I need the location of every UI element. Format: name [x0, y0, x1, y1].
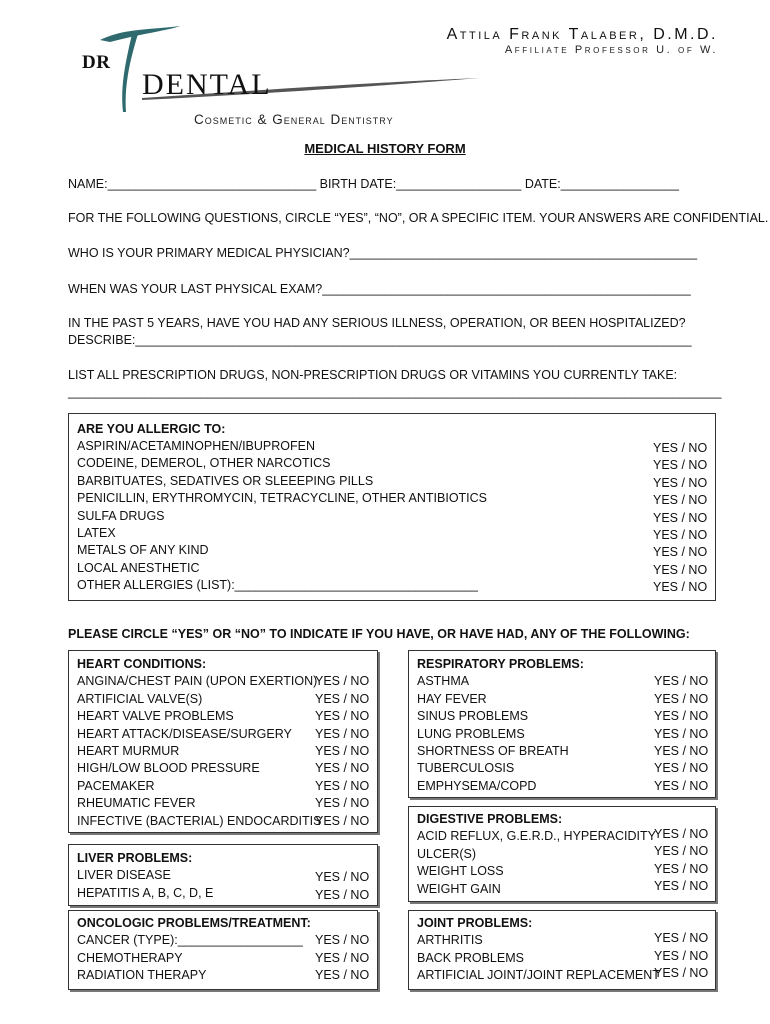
practice-logo — [80, 20, 500, 127]
respiratory-item: ASTHMA — [417, 674, 470, 689]
yes-no-choice[interactable]: YES / NO — [654, 966, 709, 981]
oncologic-item: CHEMOTHERAPY — [77, 950, 183, 965]
yes-no-choice[interactable]: YES / NO — [653, 545, 708, 560]
yes-no-choice[interactable]: YES / NO — [653, 441, 708, 455]
yes-no-choice[interactable]: YES / NO — [315, 887, 370, 902]
respiratory-header: RESPIRATORY PROBLEMS: — [417, 657, 584, 671]
yes-no-choice[interactable]: YES / NO — [653, 475, 708, 490]
last-physical-exam-field[interactable]: WHEN WAS YOUR LAST PHYSICAL EXAM?_____________________________________________________ — [68, 282, 691, 296]
yes-no-choice[interactable]: YES / NO — [315, 796, 370, 811]
heart-item: HEART MURMUR — [77, 744, 180, 758]
liver-item: HEPATITIS A, B, C, D, E — [77, 885, 214, 900]
yes-no-choice[interactable]: YES / NO — [653, 562, 708, 577]
respiratory-item: TUBERCULOSIS — [417, 761, 515, 776]
drugs-question: LIST ALL PRESCRIPTION DRUGS, NON-PRESCRIPTION DRUGS OR VITAMINS YOU CURRENTLY TAKE: — [68, 368, 678, 382]
liver-problems-box — [68, 844, 378, 906]
joint-header: JOINT PROBLEMS: — [417, 916, 533, 930]
yes-no-choice[interactable]: YES / NO — [315, 691, 370, 706]
allergy-item: CODEINE, DEMEROL, OTHER NARCOTICS — [77, 456, 331, 471]
respiratory-problems-box — [408, 650, 716, 798]
oncologic-item: RADIATION THERAPY — [77, 968, 207, 983]
allergies-box — [68, 413, 716, 601]
allergy-item: ASPIRIN/ACETAMINOPHEN/IBUPROFEN — [77, 439, 315, 453]
respiratory-item: HAY FEVER — [417, 691, 487, 706]
yes-no-choice[interactable]: YES / NO — [653, 510, 708, 525]
yes-no-choice[interactable]: YES / NO — [653, 580, 708, 595]
yes-no-choice[interactable]: YES / NO — [315, 674, 370, 689]
yes-no-choice[interactable]: YES / NO — [654, 691, 709, 706]
form-title: MEDICAL HISTORY FORM — [304, 141, 466, 156]
instructions-text: FOR THE FOLLOWING QUESTIONS, CIRCLE “YES”, “NO”, OR A SPECIFIC ITEM. YOUR ANSWERS ARE CONFIDENTIAL. — [68, 211, 769, 225]
yes-no-choice[interactable]: YES / NO — [653, 493, 708, 508]
heart-item: INFECTIVE (BACTERIAL) ENDOCARDITIS — [77, 813, 322, 828]
oncologic-problems-box — [68, 910, 378, 990]
digestive-item: WEIGHT GAIN — [417, 881, 501, 896]
allergies-header: ARE YOU ALLERGIC TO: — [77, 422, 226, 436]
yes-no-choice[interactable]: YES / NO — [654, 948, 709, 963]
joint-item: ARTHRITIS — [417, 933, 483, 948]
joint-item: BACK PROBLEMS — [417, 950, 524, 965]
digestive-item: WEIGHT LOSS — [417, 864, 504, 879]
yes-no-choice[interactable]: YES / NO — [315, 709, 370, 724]
liver-header: LIVER PROBLEMS: — [77, 851, 193, 865]
heart-item: ARTIFICIAL VALVE(S) — [77, 691, 203, 706]
joint-item: ARTIFICIAL JOINT/JOINT REPLACEMENT — [417, 968, 660, 983]
yes-no-choice[interactable]: YES / NO — [315, 744, 370, 758]
digestive-item: ACID REFLUX, G.E.R.D., HYPERACIDITY — [417, 829, 656, 844]
heart-header: HEART CONDITIONS: — [77, 657, 207, 671]
yes-no-choice[interactable]: YES / NO — [315, 950, 370, 965]
yes-no-choice[interactable]: YES / NO — [315, 778, 370, 793]
oncologic-header: ONCOLOGIC PROBLEMS/TREATMENT: — [77, 916, 311, 930]
yes-no-choice[interactable]: YES / NO — [654, 879, 709, 894]
allergy-item: LOCAL ANESTHETIC — [77, 560, 200, 575]
yes-no-choice[interactable]: YES / NO — [315, 761, 370, 776]
allergy-item: PENICILLIN, ERYTHROMYCIN, TETRACYCLINE, OTHER ANTIBIOTICS — [77, 491, 488, 506]
logo-dr-text: DR — [82, 52, 111, 73]
yes-no-choice[interactable]: YES / NO — [654, 778, 709, 793]
drugs-field[interactable]: ______________________________________________________________________________________________ — [68, 385, 722, 399]
primary-physician-field[interactable]: WHO IS YOUR PRIMARY MEDICAL PHYSICIAN?__________________________________________________ — [68, 246, 698, 260]
yes-no-choice[interactable]: YES / NO — [654, 674, 709, 689]
allergy-item: SULFA DRUGS — [77, 508, 165, 523]
heart-item: HIGH/LOW BLOOD PRESSURE — [77, 761, 260, 776]
logo-dental-text: DENTAL — [142, 68, 272, 101]
yes-no-choice[interactable]: YES / NO — [654, 827, 709, 841]
yes-no-choice[interactable]: YES / NO — [654, 861, 709, 876]
yes-no-choice[interactable]: YES / NO — [653, 458, 708, 473]
yes-no-choice[interactable]: YES / NO — [315, 968, 370, 983]
yes-no-choice[interactable]: YES / NO — [654, 726, 709, 741]
heart-item: PACEMAKER — [77, 778, 155, 793]
yes-no-choice[interactable]: YES / NO — [315, 726, 370, 741]
respiratory-item: SINUS PROBLEMS — [417, 709, 529, 724]
yes-no-choice[interactable]: YES / NO — [654, 931, 709, 946]
respiratory-item: EMPHYSEMA/COPD — [417, 778, 537, 793]
doctor-name: Attila Frank Talaber, D.M.D. — [446, 26, 718, 43]
describe-field[interactable]: DESCRIBE:________________________________________________________________________________ — [68, 333, 692, 347]
digestive-problems-box — [408, 806, 716, 902]
yes-no-choice[interactable]: YES / NO — [654, 709, 709, 724]
yes-no-choice[interactable]: YES / NO — [653, 528, 708, 542]
name-birthdate-date-line[interactable]: NAME:______________________________ BIRTH DATE:__________________ DATE:_________________ — [68, 177, 679, 191]
doctor-affiliation: Affiliate Professor U. of W. — [504, 44, 718, 56]
liver-item: LIVER DISEASE — [77, 868, 171, 883]
digestive-header: DIGESTIVE PROBLEMS: — [417, 812, 563, 826]
heart-item: HEART ATTACK/DISEASE/SURGERY — [77, 726, 292, 741]
logo-tagline: Cosmetic & General Dentistry — [194, 112, 394, 127]
yes-no-choice[interactable]: YES / NO — [654, 744, 709, 758]
yes-no-choice[interactable]: YES / NO — [315, 933, 370, 948]
yes-no-choice[interactable]: YES / NO — [654, 761, 709, 776]
illness-question: IN THE PAST 5 YEARS, HAVE YOU HAD ANY SERIOUS ILLNESS, OPERATION, OR BEEN HOSPITALIZED? — [68, 316, 686, 330]
respiratory-item: LUNG PROBLEMS — [417, 726, 525, 741]
allergy-item-other[interactable]: OTHER ALLERGIES (LIST):___________________________________ — [77, 578, 478, 593]
circle-instruction: PLEASE CIRCLE “YES” OR “NO” TO INDICATE IF YOU HAVE, OR HAVE HAD, ANY OF THE FOLLOWING: — [68, 627, 690, 641]
heart-item: HEART VALVE PROBLEMS — [77, 709, 234, 724]
digestive-item: ULCER(S) — [417, 846, 477, 861]
heart-item: ANGINA/CHEST PAIN (UPON EXERTION) — [77, 674, 318, 689]
allergy-item: BARBITUATES, SEDATIVES OR SLEEEPING PILLS — [77, 473, 374, 488]
yes-no-choice[interactable]: YES / NO — [654, 844, 709, 859]
allergy-item: METALS OF ANY KIND — [77, 543, 209, 558]
respiratory-item: SHORTNESS OF BREATH — [417, 744, 569, 758]
allergy-item: LATEX — [77, 526, 116, 540]
joint-problems-box — [408, 910, 716, 990]
oncologic-item[interactable]: CANCER (TYPE):__________________ — [77, 933, 303, 948]
yes-no-choice[interactable]: YES / NO — [315, 813, 370, 828]
heart-item: RHEUMATIC FEVER — [77, 796, 196, 811]
heart-conditions-box — [68, 650, 378, 833]
yes-no-choice[interactable]: YES / NO — [315, 870, 370, 885]
